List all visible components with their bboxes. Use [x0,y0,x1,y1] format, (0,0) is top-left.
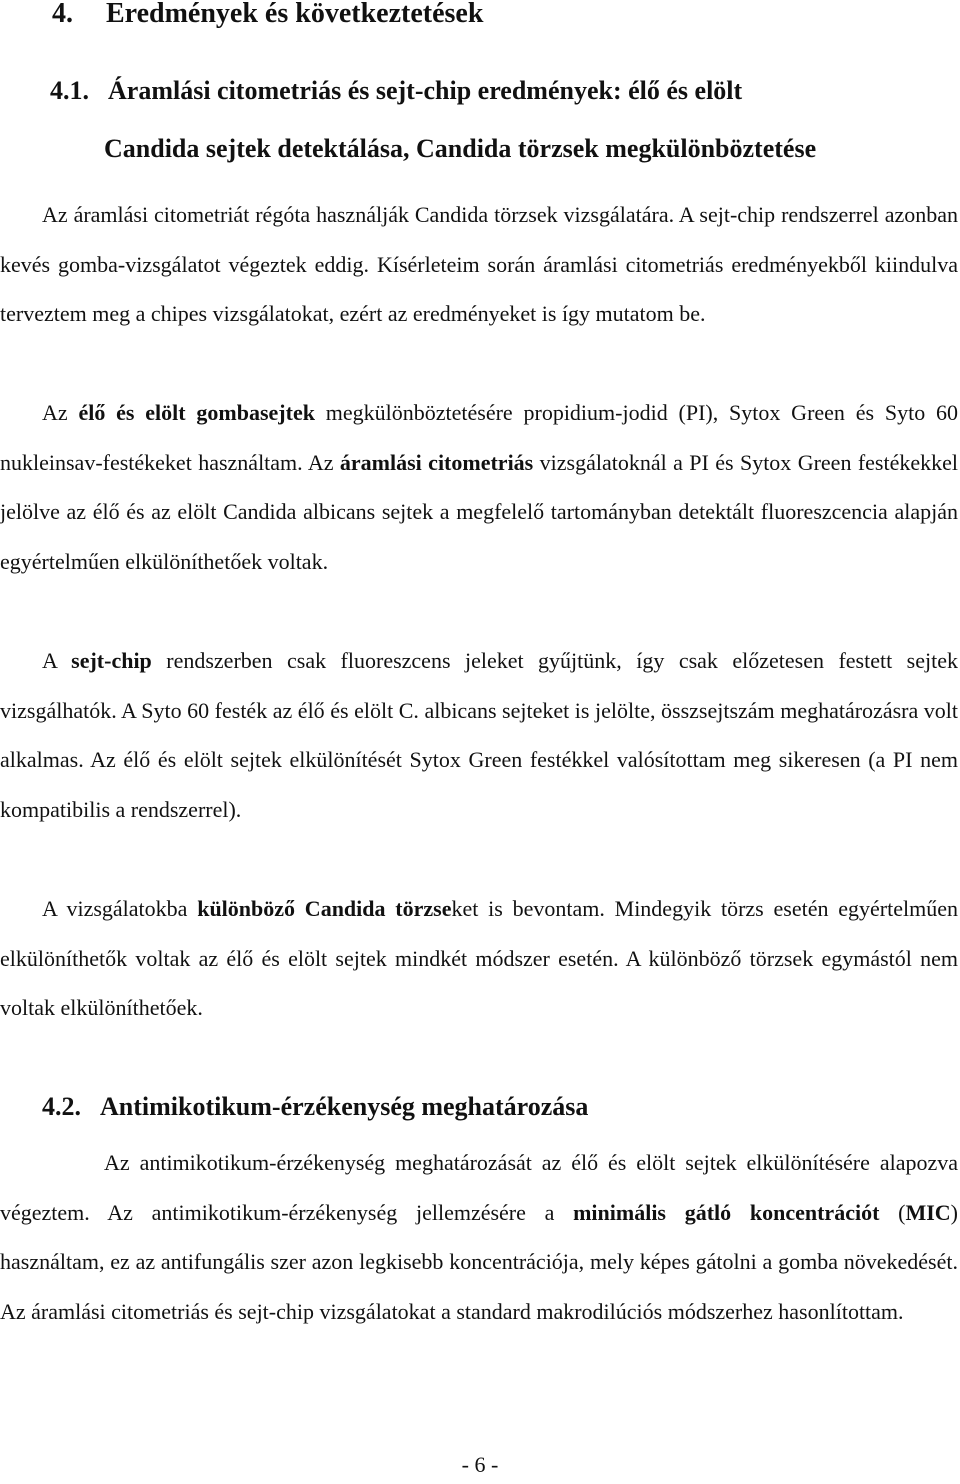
bold-flow-cytometry: áramlási citometriás [339,449,534,475]
page-number: - 6 - [461,1452,499,1477]
section-number-4-2: 4.2. [42,1092,81,1121]
paragraph-cell-chip: A sejt-chip rendszerben csak fluoreszcens jeleket gyűjtünk, így csak előzetesen festett sejtek vizsgálhatók. A Syto 60 festék az élő és elölt C. albicans sejteket is jelölte, összsejtszám meghatározásra volt alkalmas. Az élő és elölt sejtek elkülönítését Sytox Green festékkel valósítottam meg sikeresen (a PI nem kompatibilis a rendszerrel). [0,648,958,822]
paragraph-dyes: Az élő és elölt gombasejtek megkülönböztetésére propidium-jodid (PI), Sytox Green és Syto 60 nukleinsav-festékeket használtam. Az áramlási citometriás vizsgálatoknál a PI és Sytox Green festékekkel jelölve az élő és az elölt Candida albicans sejtek a megfelelő tartományban detektált fluoreszcencia alapján egyértelműen elkülöníthetőek voltak. [0,400,959,574]
bold-mic: MIC [905,1199,951,1225]
bold-live-dead-cells: élő és elölt gombasejtek [78,400,315,425]
section-heading-4-1 [50,62,960,178]
section-number-4-1: 4.1. [50,76,89,105]
paragraph-strains: A vizsgálatokba különböző Candida törzseket is bevontam. Mindegyik törzs esetén egyértelműen elkülöníthetők voltak az élő és elölt sejtek mindkét módszer esetén. A különböző törzsek egymástól nem voltak elkülöníthetőek. [0,896,958,1020]
bold-min-inhibitory-conc: minimális gátló koncentrációt [573,1199,880,1225]
section-heading-4-2 [42,1092,588,1122]
bold-candida-strains: különböző Candida törzse [197,896,452,921]
chapter-heading [52,0,483,30]
chapter-number: 4. [52,0,73,29]
section-title-4-2: Antimikotikum-érzékenység meghatározása [100,1092,589,1121]
paragraph-mic: Az antimikotikum-érzékenység meghatározását az élő és elölt sejtek elkülönítésére alapozva végeztem. Az antimikotikum-érzékenység jellemzésére a minimális gátló koncentrációt (MIC) használtam, ez az antifungális szer azon legkisebb koncentrációja, mely képes gátolni a gomba növekedését. Az áramlási citometriás és sejt-chip vizsgálatokat a standard makrodilúciós módszerhez hasonlítottam. [0,1150,958,1324]
paragraph-intro: Az áramlási citometriát régóta használják Candida törzsek vizsgálatára. A sejt-chip rendszerrel azonban kevés gomba-vizsgálatot végeztek eddig. Kísérleteim során áramlási citometriás eredményekből kiindulva terveztem meg a chipes vizsgálatokat, ezért az eredményeket is így mutatom be. [0,202,958,326]
bold-cell-chip: sejt-chip [71,648,152,673]
section-title-line1: Áramlási citometriás és sejt-chip eredmények: élő és elölt [108,76,743,105]
chapter-title: Eredmények és következtetések [106,0,484,29]
section-title-line2: Candida sejtek detektálása, Candida törzsek megkülönböztetése [104,134,817,163]
